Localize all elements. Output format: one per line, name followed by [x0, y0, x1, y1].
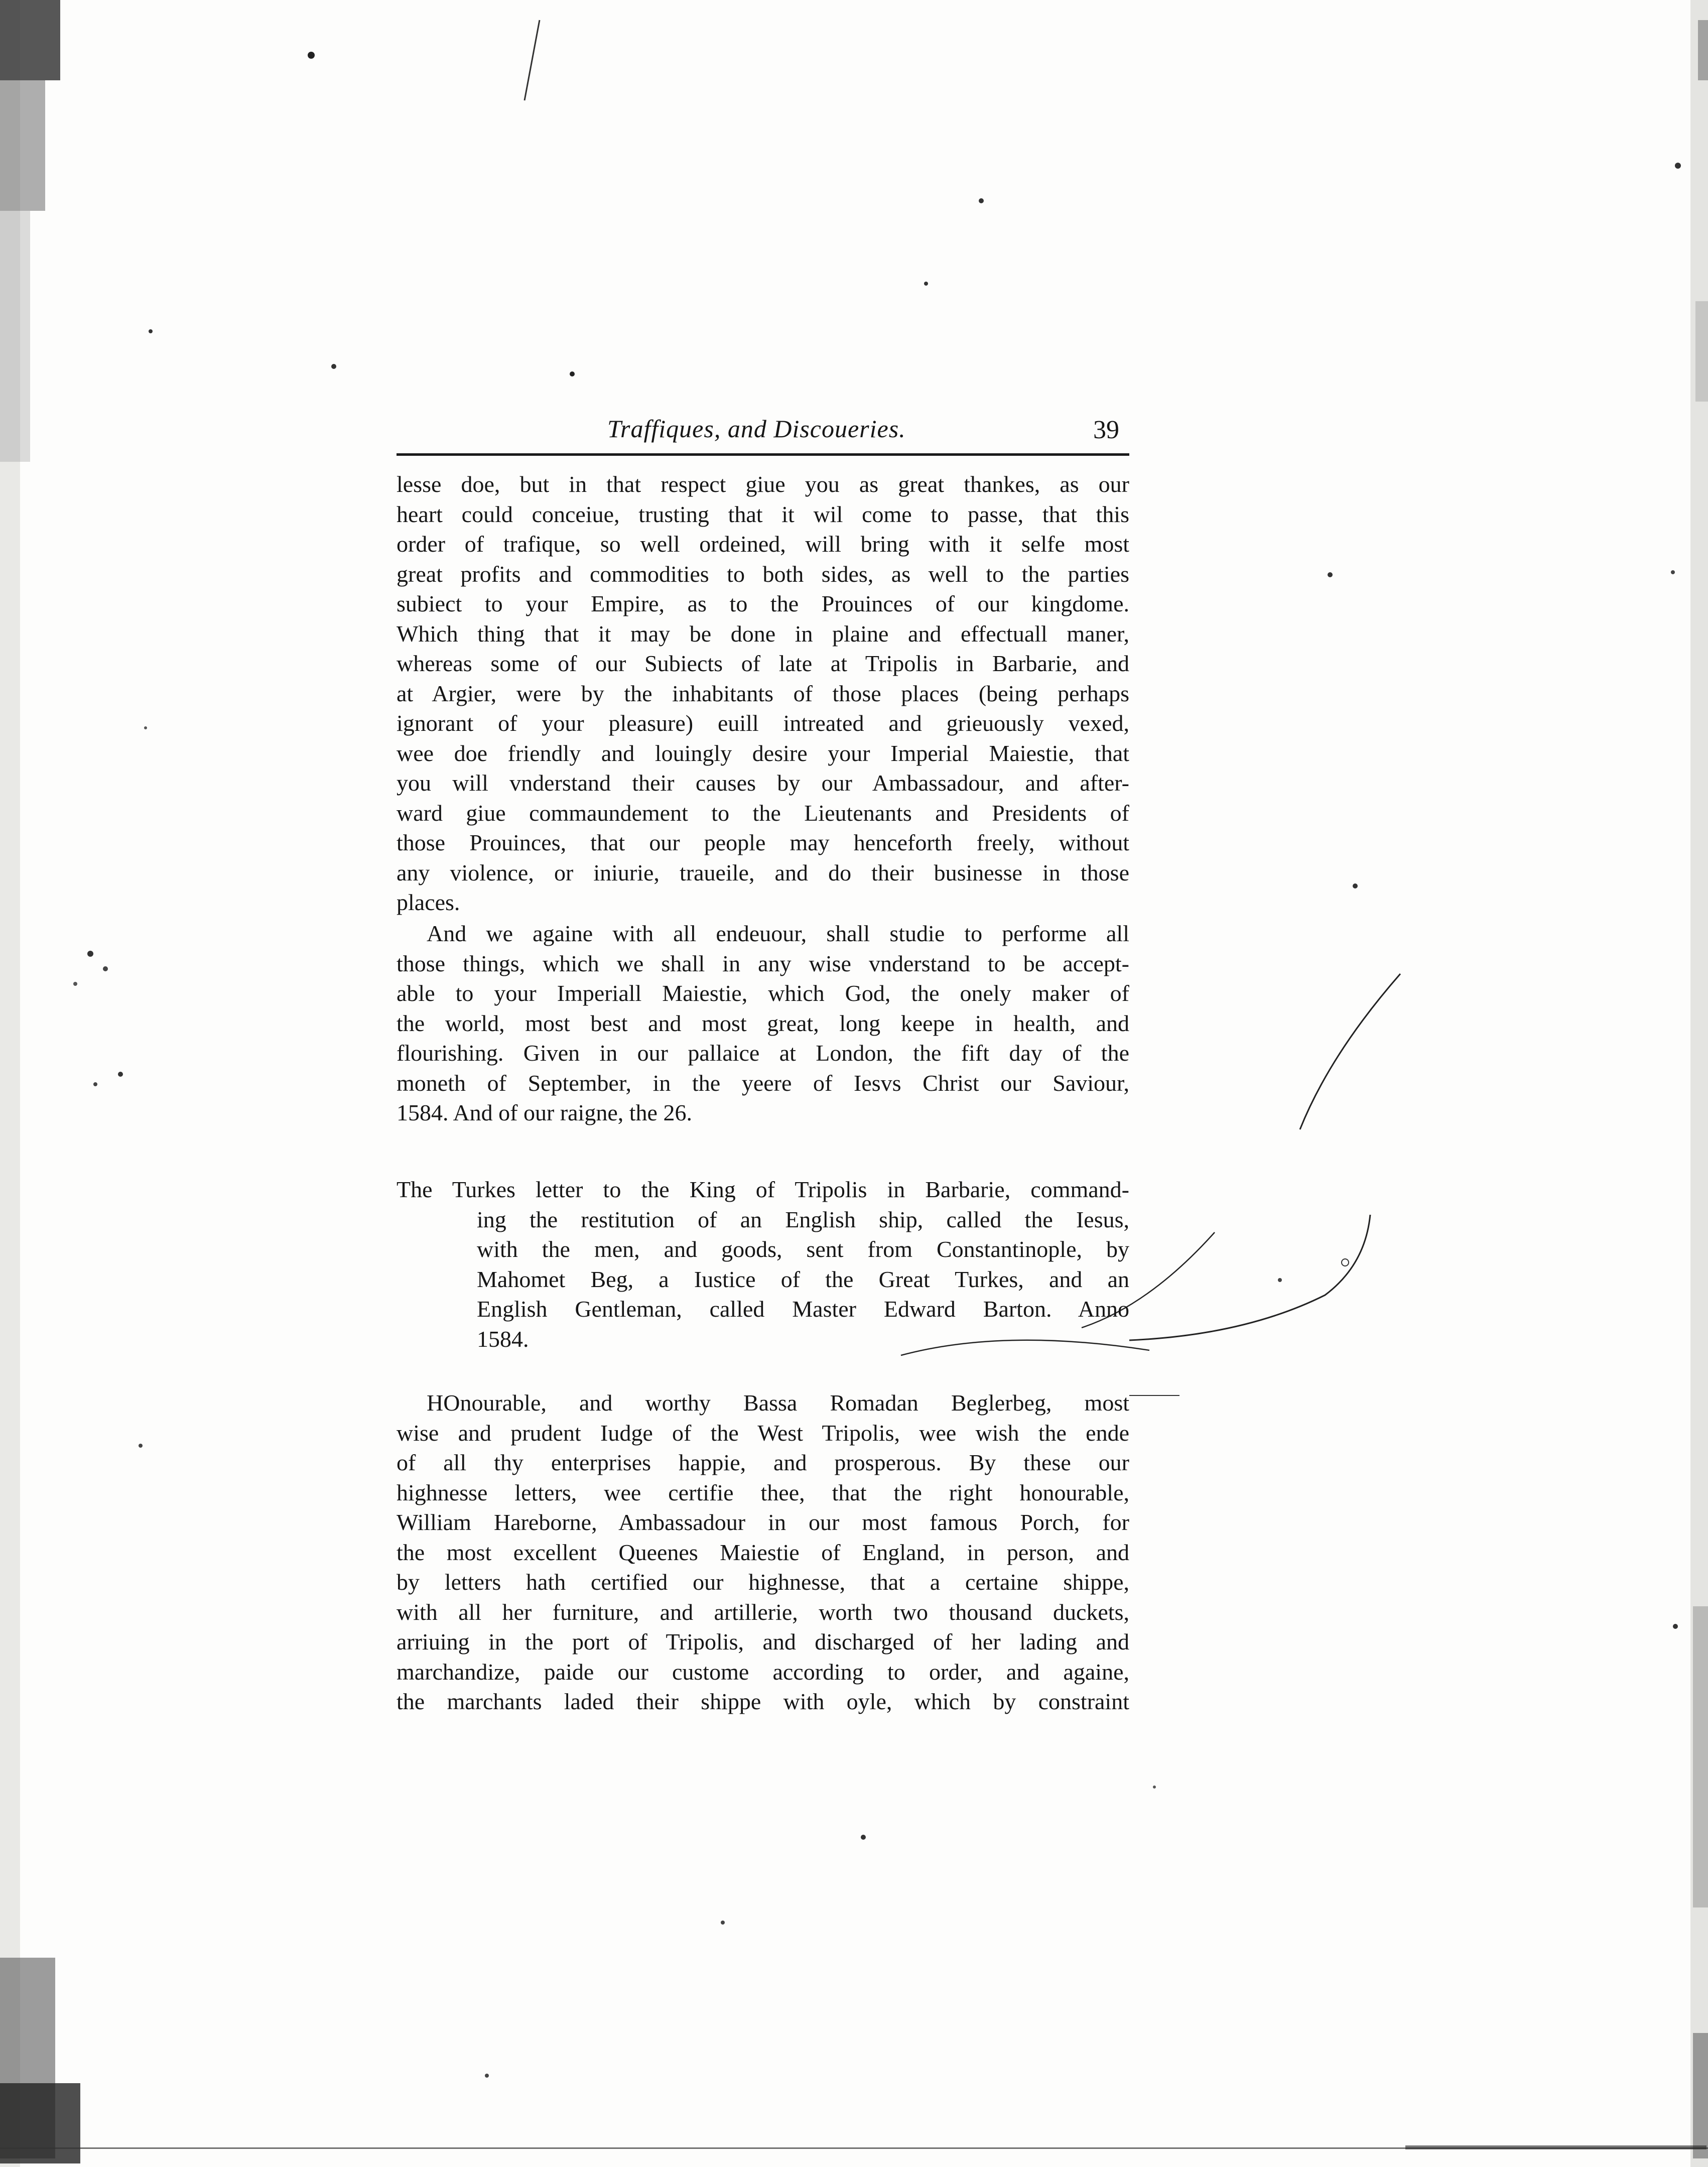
text-line: moneth of September, in the yeere of Iesvs Christ our Saviour,: [397, 1070, 1129, 1096]
running-head: [397, 409, 1129, 454]
heading-line: 1584.: [477, 1326, 529, 1352]
text-line: Which thing that it may be done in plaine and effectuall maner,: [397, 620, 1129, 647]
text-line: at Argier, were by the inhabitants of those places (being perhaps: [397, 680, 1129, 706]
text-line: subiect to your Empire, as to the Prouinces of our kingdome.: [397, 591, 1129, 616]
text-line: able to your Imperiall Maiestie, which God, the onely maker of: [397, 980, 1129, 1006]
text-line: those things, which we shall in any wise vnderstand to be accept-: [397, 950, 1129, 976]
text-line: any violence, or iniurie, traueile, and do their businesse in those: [397, 859, 1129, 885]
bottom-scan-edge: [0, 2143, 1708, 2158]
text-line: whereas some of our Subiects of late at Tripolis in Barbarie, and: [397, 651, 1129, 676]
text-line: the marchants laded their shippe with oyle, which by constraint: [397, 1689, 1129, 1714]
text-line: great profits and commodities to both sides, as well to the parties: [397, 561, 1129, 587]
text-line: ward giue commaundement to the Lieutenants and Presidents of: [397, 800, 1129, 826]
text-line: heart could conceiue, trusting that it wil come to passe, that this: [397, 501, 1129, 527]
text-line: William Hareborne, Ambassadour in our most famous Porch, for: [397, 1509, 1129, 1535]
text-line: those Prouinces, that our people may henceforth freely, without: [397, 830, 1129, 855]
text-line: And we againe with all endeuour, shall studie to performe all: [427, 921, 1129, 946]
text-line: wee doe friendly and louingly desire your Imperial Maiestie, that: [397, 740, 1129, 766]
heading-line: The Turkes letter to the King of Tripolis in Barbarie, command-: [397, 1177, 1129, 1202]
text-line: the most excellent Queenes Maiestie of England, in person, and: [397, 1539, 1129, 1565]
right-scan-edge: [1643, 0, 1708, 2167]
text-line: order of trafique, so well ordeined, will bring with it selfe most: [397, 531, 1129, 557]
text-line: of all thy enterprises happie, and prosperous. By these our: [397, 1450, 1129, 1475]
paragraph-1: [397, 469, 1129, 918]
left-scan-edge: [0, 0, 166, 2167]
text-line: wise and prudent Iudge of the West Tripolis, wee wish the ende: [397, 1420, 1129, 1446]
text-line: flourishing. Given in our pallaice at London, the fift day of the: [397, 1040, 1129, 1066]
text-line: ignorant of your pleasure) euill intreated and grieuously vexed,: [397, 710, 1129, 736]
text-line: 1584. And of our raigne, the 26.: [397, 1100, 692, 1125]
text-line: the world, most best and most great, long keepe in health, and: [397, 1010, 1129, 1036]
heading-line: English Gentleman, called Master Edward Barton. Anno: [477, 1296, 1129, 1322]
text-line: highnesse letters, wee certifie thee, that the right honourable,: [397, 1479, 1129, 1505]
text-line: places.: [397, 889, 460, 915]
text-line: by letters hath certified our highnesse, that a certaine shippe,: [397, 1569, 1129, 1595]
heading-line: Mahomet Beg, a Iustice of the Great Turkes, and an: [477, 1266, 1129, 1292]
header-rule: [397, 453, 1129, 456]
text-line: HOnourable, and worthy Bassa Romadan Beglerbeg, most: [427, 1390, 1129, 1416]
heading-line: ing the restitution of an English ship, called the Iesus,: [477, 1206, 1129, 1232]
text-line: you will vnderstand their causes by our Ambassadour, and after-: [397, 770, 1129, 796]
text-line: arriuing in the port of Tripolis, and discharged of her lading and: [397, 1629, 1129, 1654]
section-heading: [397, 1175, 1129, 1354]
heading-line: with the men, and goods, sent from Constantinople, by: [477, 1236, 1129, 1262]
text-line: marchandize, paide our custome according to order, and againe,: [397, 1659, 1129, 1685]
text-line: with all her furniture, and artillerie, worth two thousand duckets,: [397, 1599, 1129, 1625]
paragraph-3: [397, 1388, 1129, 1717]
page-number: 39: [1093, 416, 1119, 444]
text-line: lesse doe, but in that respect giue you as great thankes, as our: [397, 471, 1129, 497]
paragraph-2: [397, 919, 1129, 1128]
running-title: Traffiques, and Discoueries.: [607, 415, 906, 443]
